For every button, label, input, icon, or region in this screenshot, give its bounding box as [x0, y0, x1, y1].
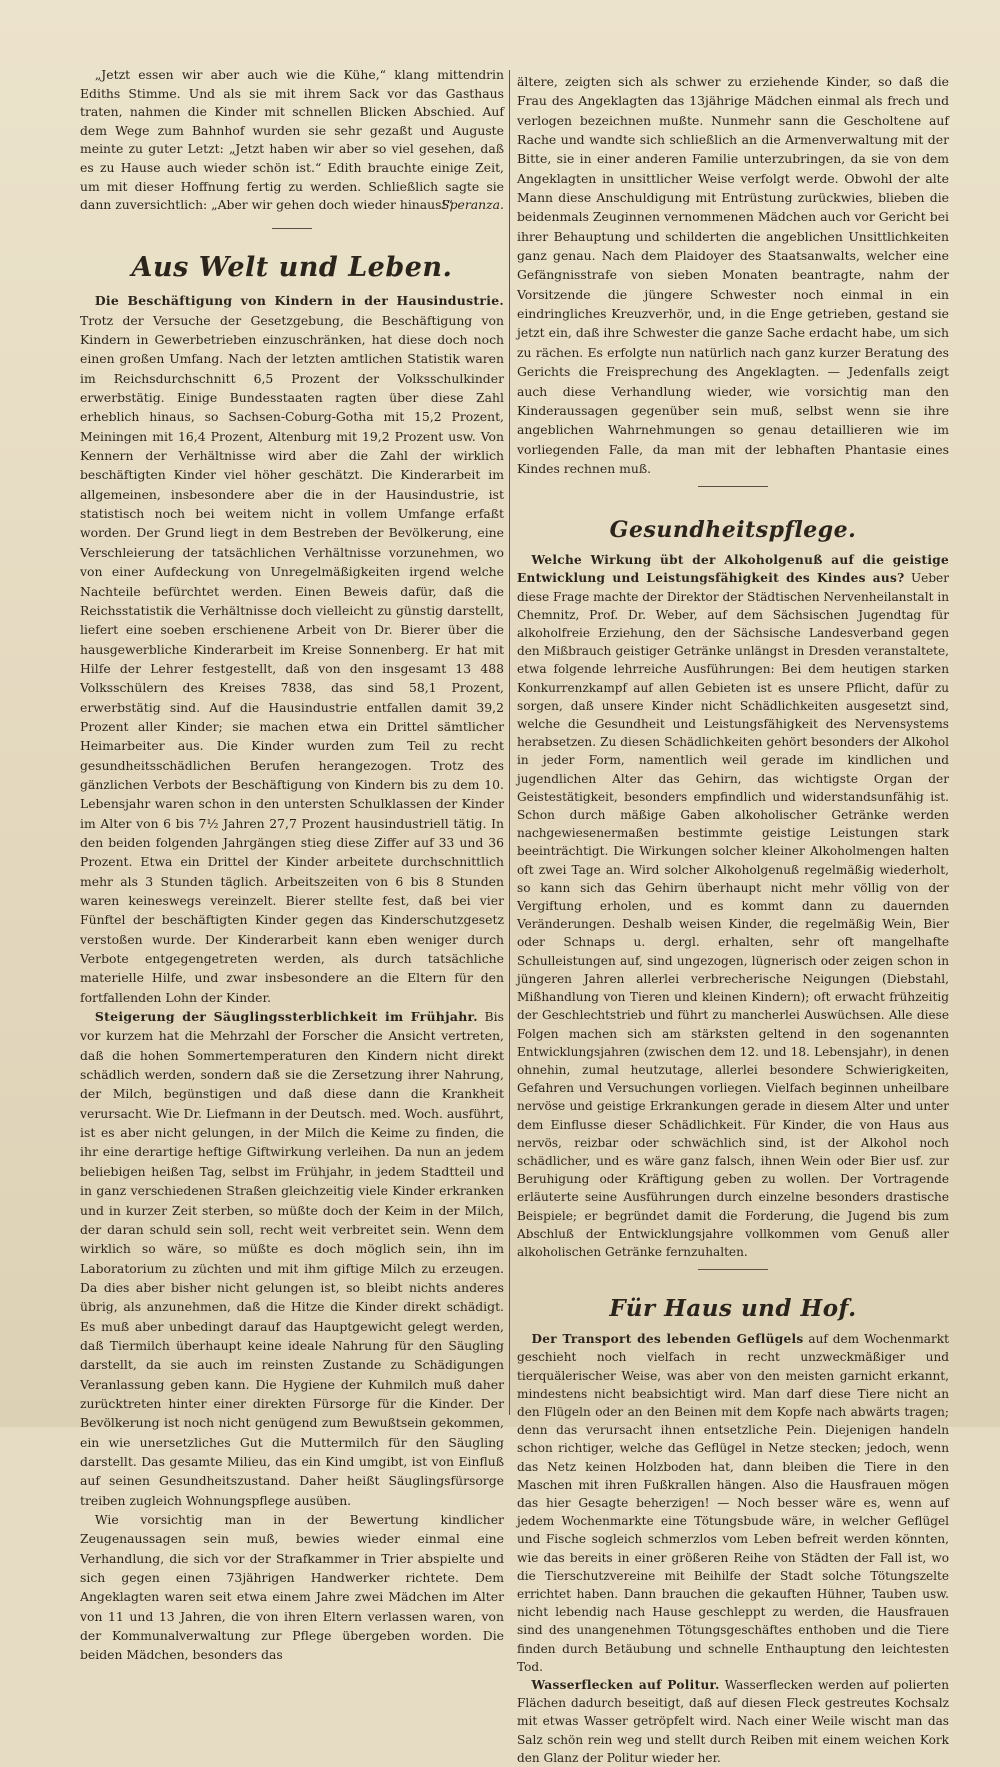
article-alkoholgenuss-body: Ueber diese Frage machte der Direktor der Städtischen Nervenheilanstalt in Chemnitz, Prof. Dr. Weber, auf dem Sächsischen Jugendtag für alkoholfreie Erziehung, den der Sächsische Landesverband gegen den Mißbrauch geistiger Getränke unlängst in Dresden veranstaltete, etwa folgende lehrreiche Ausführungen: Bei dem heutigen starken Konkurrenzkampf auf allen Gebieten ist es unsere Pflicht, dafür zu sorgen, daß unsere Kinder nicht Schädlichkeiten ausgesetzt sind, welche die Gesundheit und Leistungsfähigkeit des Nervensystems herabsetzen. Zu diesen Schädlichkeiten gehört besonders der Alkohol in jeder Form, namentlich weil gerade im kindlichen und jugendlichen Alter das Gehirn, das wichtigste Organ der Geistestätigkeit, besonders empfindlich und widerstandsunfähig ist. Schon durch mäßige Gaben alkoholischer Getränke werden nachgewiesenermaßen bestimmte geistige Leistungen stark beeinträchtigt. Die Wirkungen solcher kleiner Alkoholmengen halten oft zwei Tage an. Wird solcher Alkoholgenuß regelmäßig wiederholt, so kann sich das Gehirn überhaupt nicht mehr völlig von der Vergiftung erholen, und es kommt dann zu dauernden Veränderungen. Deshalb weisen Kinder, die regelmäßig Wein, Bier oder Schnaps u. dergl. erhalten, sehr oft mangelhafte Schulleistungen auf, sind ungezogen, lügnerisch oder zeigen schon in jüngeren Jahren allerlei verbrecherische Neigungen (Diebstahl, Mißhandlung von Tieren und kleinen Kindern); oft erwacht frühzeitig der Geschlechtstrieb und führt zu mancherlei Auswüchsen. Alle diese Folgen machen sich am stärksten geltend in den sogenannten Entwicklungsjahren (zwischen dem 12. und 18. Lebensjahr), in denen ohnehin, zumal heutzutage, allerlei besondere Schwierigkeiten, Gefahren und Versuchungen vorliegen. Vielfach beginnen unheilbare nervöse und geistige Erkrankungen gerade in diesem Alter und unter dem Einflusse dieser Schädlichkeit. Für Kinder, die von Haus aus nervös, reizbar oder schwächlich sind, ist der Alkohol noch schädlicher, und es wäre ganz falsch, ihnen Wein oder Bier usf. zur Beruhigung oder Kräftigung geben zu wollen. Der Vortragende erläuterte seine Ausführungen durch einzelne besonders drastische Beispiele; er begründet damit die Forderung, die Jugend bis zum Abschluß der Entwicklungsjahre vollkommen vom Genuß aller alkoholischen Getränke fernzuhalten.	[517, 571, 949, 1259]
section-title-haus-und-hof: Für Haus und Hof.	[609, 1295, 857, 1323]
section-title-gesundheitspflege: Gesundheitspflege.	[609, 517, 857, 544]
article-saeuglingssterblichkeit-lead: Steigerung der Säuglingssterblichkeit im Frühjahr.	[94, 1009, 478, 1025]
article-wasserflecken-body: Wasserflecken werden auf polierten Flächen dadurch beseitigt, daß auf diesen Fleck gestreutes Kochsalz mit etwas Wasser getröpfelt wird. Nach einer Weile wischt man das Salz schön rein weg und stellt durch Reiben mit einem weichen Kork den Glanz der Politur wieder her.	[517, 1678, 949, 1765]
section-title-welt-und-leben: Aus Welt und Leben.	[131, 252, 453, 284]
article-saeuglingssterblichkeit-body: Bis vor kurzem hat die Mehrzahl der Forscher die Ansicht vertreten, daß die hohen Sommertemperaturen den Kindern nicht direkt schädlich werden, sondern daß sie die Zersetzung ihrer Nahrung, der Milch, begünstigen und daß diese dann die Krankheit verursacht. Wie Dr. Liefmann in der Deutsch. med. Woch. ausführt, ist es aber nicht gelungen, in der Milch die Keime zu finden, die ihr eine derartige heftige Giftwirkung verleihen. Da nun an jedem beliebigen heißen Tag, selbst im Frühjahr, in jedem Stadtteil und in ganz verschiedenen Straßen gleichzeitig viele Kinder erkranken und in kurzer Zeit sterben, so müßte doch der Keim in der Milch, der daran schuld sein soll, recht weit verbreitet sein. Wenn dem wirklich so wäre, so müßte es doch möglich sein, ihn im Laboratorium zu züchten und mit ihm giftige Milch zu erzeugen. Da dies aber bisher nicht gelungen ist, so bleibt nichts anderes übrig, als anzunehmen, daß die Hitze die Kinder direkt schädigt. Es muß aber unbedingt darauf das Hauptgewicht gelegt werden, daß Tiermilch überhaupt keine ideale Nahrung für den Säugling darstellt, da sie auch im reinsten Zustande zu Schädigungen Veranlassung geben kann. Die Hygiene der Kuhmilch muß daher zurücktreten hinter einer direkten Fürsorge für die Kinder. Der Bevölkerung ist noch nicht genügend zum Bewußtsein gekommen, ein wie unersetzliches Gut die Muttermilch für den Säugling darstellt. Das gesamte Milieu, das ein Kind umgibt, ist von Einfluß auf seinen Gesundheitszustand. Daher heißt Säuglingsfürsorge treiben zugleich Wohnungspflege ausüben.	[80, 1009, 504, 1508]
article-kinderaussagen-continued: ältere, zeigten sich als schwer zu erziehende Kinder, so daß die Frau des Angeklagten das 13jährige Mädchen einmal als frech und verlogen bezeichnen mußte. Nunmehr sann die Gescholtene auf Rache und wandte sich schließlich an die Armenverwaltung mit der Bitte, sie in einer anderen Familie unterzubringen, da sie von dem Angeklagten in unsittlicher Weise verfolgt werde. Obwohl der alte Mann diese Anschuldigung mit Entrüstung zurückwies, blieben die beidenmals Zeuginnen vernommenen Mädchen auch vor Gericht bei ihrer Behauptung und schilderten die angeblichen Unsittlichkeiten ganz genau. Nach dem Plaidoyer des Staatsanwalts, welcher eine Gefängnisstrafe von sieben Monaten beantragte, nahm der Vorsitzende die jüngere Schwester noch einmal in ein eindringliches Kreuzverhör, und, in die Enge getrieben, gestand sie jetzt ein, daß ihre Schwester die ganze Sache erdacht habe, um sich zu rächen. Es erfolgte nun natürlich nach ganz kurzer Beratung des Gerichts die Freisprechung des Angeklagten. — Jedenfalls zeigt auch diese Verhandlung wieder, wie vorsichtig man den Kinderaussagen gegenüber sein muß, selbst wenn sie ihre angeblichen Wahrnehmungen so genau detaillieren wie im vorliegenden Falle, da man mit der lebhaften Phantasie eines Kindes rechnen muß.	[517, 74, 949, 476]
article-wasserflecken-lead: Wasserflecken auf Politur.	[531, 1678, 720, 1692]
article-kinderarbeit	[80, 291, 504, 1007]
article-kinderarbeit-lead: Die Beschäftigung von Kindern in der Hausindustrie.	[94, 293, 504, 309]
article-gefluegel-body: auf dem Wochenmarkt geschieht noch vielfach in recht unzweckmäßiger und tierquälerischer Weise, was aber von den meisten garnicht erkannt, mindestens nicht beabsichtigt wird. Man darf diese Tiere nicht an den Flügeln oder an den Beinen mit dem Kopfe nach abwärts tragen; denn das verursacht ihnen entsetzliche Pein. Diejenigen handeln schon richtiger, welche das Geflügel in Netze stecken; jedoch, wenn das Netz keinen Holzboden hat, dann bleiben die Tiere in den Maschen mit ihren Fußkrallen hängen. Also die Hausfrauen mögen das hier Gesagte beherzigen! — Noch besser wäre es, wenn auf jedem Wochenmarkte eine Tötungsbude wäre, in welcher Geflügel und Fische sogleich schmerzlos vom Leben befreit werden könnten, wie das bereits in einer größeren Reihe von Städten der Fall ist, wo die Tierschutzvereine mit Beihilfe der Stadt solche Tötungszelte errichtet haben. Dann brauchen die gekauften Hühner, Tauben usw. nicht lebendig nach Hause geschleppt zu werden, die Hausfrauen sind des unangenehmen Tötungsgeschäftes enthoben und die Tiere finden durch Betäubung und schnelle Enthauptung den leichtesten Tod.	[517, 1332, 949, 1674]
section-divider	[698, 1269, 768, 1270]
section-divider	[698, 486, 768, 487]
left-column	[80, 66, 504, 1665]
right-column	[517, 72, 949, 1767]
intro-signature: Speranza.	[441, 196, 504, 212]
article-alkoholgenuss	[517, 551, 949, 1261]
article-alkoholgenuss-lead: Welche Wirkung übt der Alkoholgenuß auf die geistige Entwicklung und Leistungsfähigkeit des Kindes aus?	[517, 553, 949, 586]
column-divider	[509, 70, 510, 1415]
article-gefluegel	[517, 1330, 949, 1676]
article-kinderaussagen-start: Wie vorsichtig man in der Bewertung kindlicher Zeugenaussagen sein muß, bewies wieder einmal eine Verhandlung, die sich vor der Strafkammer in Trier abspielte und sich gegen einen 73jährigen Handwerker richtete. Dem Angeklagten waren seit etwa einem Jahre zwei Mädchen im Alter von 11 und 13 Jahren, die von ihren Eltern verlassen waren, von der Kommunalverwaltung zur Pflege übergeben worden. Die beiden Mädchen, besonders das	[80, 1512, 504, 1663]
section-divider	[272, 228, 312, 229]
article-saeuglingssterblichkeit	[80, 1007, 504, 1510]
article-wasserflecken	[517, 1676, 949, 1767]
article-kinderarbeit-body: Trotz der Versuche der Gesetzgebung, die Beschäftigung von Kindern in Gewerbetrieben einzuschränken, hat diese doch noch einen großen Umfang. Nach der letzten amtlichen Statistik waren im Reichsdurchschnitt 6,5 Prozent der Volksschulkinder erwerbstätig. Einige Bundesstaaten ragten über diese Zahl erheblich hinaus, so Sachsen-Coburg-Gotha mit 15,2 Prozent, Meiningen mit 16,4 Prozent, Altenburg mit 19,2 Prozent usw. Von Kennern der Verhältnisse wird aber die Zahl der wirklich beschäftigten Kinder viel höher geschätzt. Die Kinderarbeit im allgemeinen, insbesondere aber die in der Hausindustrie, ist statistisch noch bei weitem nicht in vollem Umfange erfaßt worden. Der Grund liegt in dem Bestreben der Bevölkerung, eine Verschleierung der tatsächlichen Verhältnisse vorzunehmen, wo von einer Aufdeckung von Unregelmäßigkeiten irgend welche Nachteile befürchtet werden. Einen Beweis dafür, daß die Reichsstatistik die Verhältnisse doch vielleicht zu günstig darstellt, liefert eine soeben erschienene Arbeit von Dr. Bierer über die hausgewerbliche Kinderarbeit im Kreise Sonnenberg. Er hat mit Hilfe der Lehrer festgestellt, daß von den insgesamt 13 488 Volksschülern des Kreises 7838, das sind 58,1 Prozent, erwerbstätig sind. Auf die Hausindustrie entfallen damit 39,2 Prozent aller Kinder; sie machen etwa ein Drittel sämtlicher Heimarbeiter aus. Die Kinder wurden zum Teil zu recht gesundheitsschädlichen Berufen herangezogen. Trotz des gänzlichen Verbots der Beschäftigung von Kindern bis zu dem 10. Lebensjahr waren schon in den untersten Schulklassen der Kinder im Alter von 6 bis 7½ Jahren 27,7 Prozent hausindustriell tätig. In den beiden folgenden Jahrgängen stieg diese Ziffer auf 33 und 36 Prozent. Etwa ein Drittel der Kinder arbeitete durchschnittlich mehr als 3 Stunden täglich. Arbeitszeiten von 6 bis 8 Stunden waren keineswegs vereinzelt. Bierer stellte fest, daß bei vier Fünftel der beschäftigten Kinder gegen das Kinderschutzgesetz verstoßen wurde. Der Kinderarbeit kann eben weniger durch Verbote entgegengetreten werden, als durch tatsächliche materielle Hilfe, und zwar insbesondere an die Eltern für den fortfallenden Lohn der Kinder.	[80, 312, 504, 1005]
article-gefluegel-lead: Der Transport des lebenden Geflügels	[531, 1332, 804, 1347]
intro-story-text: „Jetzt essen wir aber auch wie die Kühe,“ klang mittendrin Ediths Stimme. Und als sie mit ihrem Sack vor das Gasthaus traten, nahmen die Kinder mit schnellen Blicken Abschied. Auf dem Wege zum Bahnhof wurden sie sehr gezaßt und Auguste meinte zu guter Letzt: „Jetzt haben wir aber so viel gesehen, daß es zu Hause auch wieder schön ist.“ Edith brauchte einige Zeit, um mit dieser Hoffnung fertig zu werden. Schließlich sagte sie dann zuversichtlich: „Aber wir gehen doch wieder hinaus!“	[80, 67, 504, 213]
